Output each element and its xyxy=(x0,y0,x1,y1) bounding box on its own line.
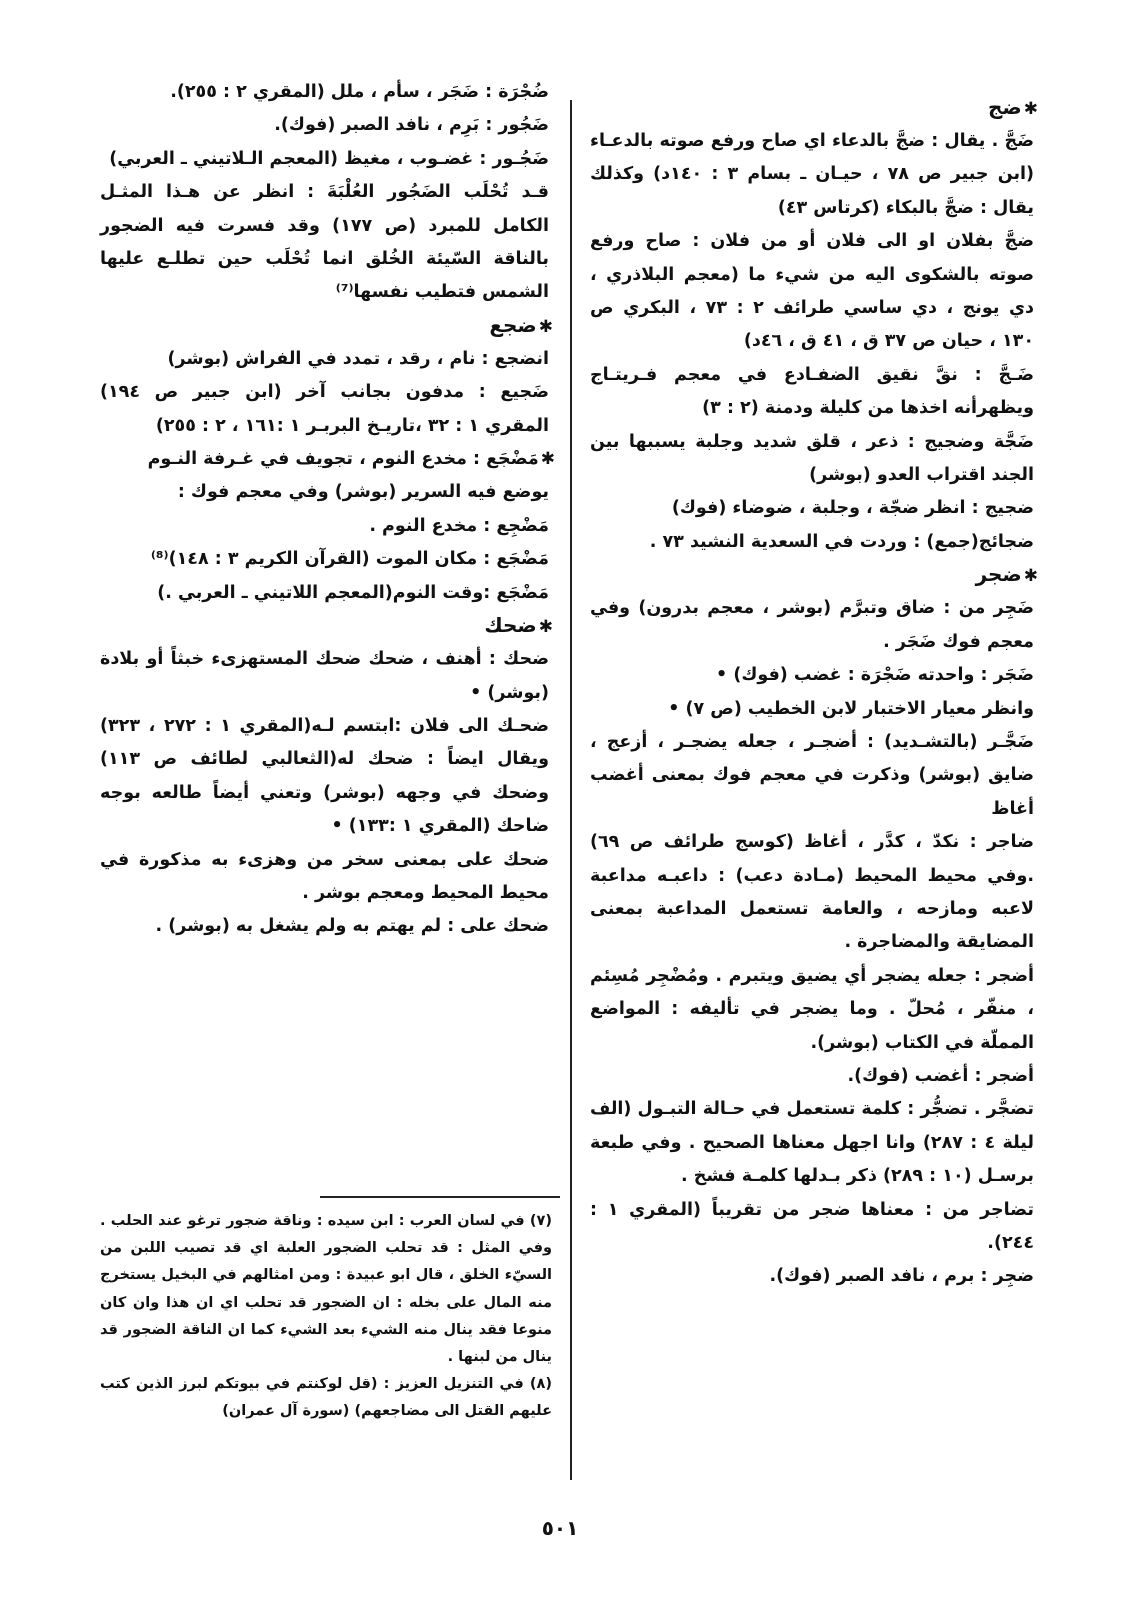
entry-paragraph: مَضْجِع : مخدع النوم . xyxy=(369,515,549,536)
heading-dahika: ✱ضحك xyxy=(484,613,553,638)
entry-paragraph: ضجائج(جمع) : وردت في السعدية النشيد ٧٣ . xyxy=(649,531,1034,552)
entry-paragraph: أضجر : أغضب (فوك). xyxy=(847,1065,1034,1086)
left-column xyxy=(100,76,555,944)
footnotes xyxy=(100,1208,552,1426)
entry-paragraph: ضَجَّة وضجيج : ذعر ، قلق شديد وجلبة يسببها بين الجند اقتراب العدو (بوشر) xyxy=(590,431,1034,486)
entry-paragraph: ضحـك الى فلان :ابتسم لـه(المقري ١ : ٢٧٢ ، ٣٢٣) ويقال ايضاً : ضحك له(الثعالبي لطائف ص ١١٣) وضحك في وجهه (بوشر) وتعني أيضاً طالعه بوجه ضاحك (المقري ١ :١٣٣) • xyxy=(100,715,549,837)
entry-paragraph: يوضع فيه السرير (بوشر) وفي معجم فوك : xyxy=(177,482,549,503)
entry-paragraph: وانظر معيار الاختبار لابن الخطيب (ص ٧) • xyxy=(668,698,1034,719)
heading-dajja: ✱ضج xyxy=(988,95,1038,119)
entry-paragraph: ضحك : أهنف ، ضحك ضحك المستهزىء خبثاً أو بلادة (بوشر) • xyxy=(100,649,549,703)
column-divider xyxy=(570,100,572,1480)
entry-paragraph: ضَجُـور : غضـوب ، مغيظ (المعجم الـلاتيني ـ العربي) xyxy=(109,148,549,169)
entry-paragraph: تضاجر من : معناها ضجر من تقريباً (المقري ١ : ٢٤٤). xyxy=(590,1199,1034,1253)
footnote-label: (٧) xyxy=(529,1213,552,1229)
footnote-text: في لسان العرب : ابن سيده : وناقة ضجور ترغو عند الحلب . وفي المثل : قد تحلب الضجور العلبة اي قد تصيب اللبن من السيّء الخلق ، قال ابو عبيدة : ومن امثالهم في البخيل يستخرج منه المال على بخله : ان الضجور قد تحلب اي ان هذا وان كان منوعا فقد ينال منه الشيء بعد الشيء كما ان الناقة الضجور قد ينال من لبنها . xyxy=(100,1213,552,1366)
entry-paragraph: ضجيج : انظر ضجّة ، وجلبة ، ضوضاء (فوك) xyxy=(671,498,1034,519)
entry-paragraph: ضَـجَّ : نقَّ نقيق الضفـادع في معجم فـريتـاج ويظهرأنه اخذها من كليلة ودمنة (٢ : ٣) xyxy=(590,364,1034,419)
entry-paragraph: ضجَّ بفلان او الى فلان أو من فلان : صاح ورفع صوته بالشكوى اليه من شيء ما (معجم البلاذري ، دي يونج ، دي ساسي طرائف ٢ : ٧٣ ، البكري ص ١٣٠ ، حيان ص ٣٧ ق ، ٤١ ق ، ٤٦د) xyxy=(590,231,1034,352)
right-column xyxy=(590,92,1040,1294)
page-number: ٥٠١ xyxy=(541,1516,579,1540)
entry-paragraph: ضاجر : نكدّ ، كدَّر ، أغاظ (كوسج طرائف ص ٦٩) .وفي محيط المحيط (مـادة دعب) : داعبـه مداعبة لاعبه ومازحه ، والعامة تستعمل المداعبة بمعنى المضايقة والمضاجرة . xyxy=(590,832,1034,953)
entry-paragraph: ضَجِر من : ضاق وتبرَّم (بوشر ، معجم بدرون) وفي معجم فوك ضَجَر . xyxy=(590,598,1034,652)
heading-dajir: ✱ضجر xyxy=(975,562,1038,587)
entry-paragraph: ضحك على : لم يهتم به ولم يشغل به (بوشر) . xyxy=(155,916,549,937)
entry-paragraph: تضجَّر . تضجُّر : كلمة تستعمل في حـالة التبـول (الف ليلة ٤ : ٢٨٧) وانا اجهل معناها الصحيح . وفي طبعة برسـل (١٠ : ٢٨٩) ذكر بـدلها كلمـة فشخ . xyxy=(590,1099,1034,1187)
footnote-rule xyxy=(320,1196,560,1198)
heading-dajaa: ✱ضجع xyxy=(489,312,553,337)
entry-paragraph: ضُجْرَة : ضَجَر ، سأم ، ملل (المقري ٢ : ٢٥٥). xyxy=(170,82,549,102)
footnote-text: في التنزيل العزيز : (قل لوكنتم في بيوتكم لبرز الذين كتب عليهم القتل الى مضاجعهم) (سورة آل عمران) xyxy=(100,1376,552,1420)
entry-paragraph: ضجِر : برم ، نافد الصبر (فوك). xyxy=(769,1266,1034,1287)
entry-paragraph: ضَجَّ . يقال : ضجَّ بالدعاء اي صاح ورفع صوته بالدعـاء (ابن جبير ص ٧٨ ، حيـان ـ بسام ٣ : ١٤٠د) وكذلك يقال : ضجَّ بالبكاء (كرتاس ٤٣) xyxy=(590,131,1035,218)
entry-paragraph: ضَجَر : واحدته ضَجْرَة : غضب (فوك) • xyxy=(716,665,1034,686)
entry-madjaa-heading: ✱مَضْجَع : مخدع النوم ، تجويف في غـرفة النـوم xyxy=(147,449,555,470)
footnote-8 xyxy=(100,1371,552,1425)
entry-paragraph: أضجر : جعله يضجر أي يضيق ويتبرم . ومُضْجِر مُسِئم ، منفّر ، مُحلّ . وما يضجر في تأليفه : المواضع المملّة في الكتاب (بوشر). xyxy=(590,965,1034,1053)
entry-paragraph: مَضْجَع : مكان الموت (القرآن الكريم ٣ : ١٤٨)⁽⁸⁾ xyxy=(150,549,549,570)
entry-paragraph: ضَجُور : بَرِم ، نافد الصبر (فوك). xyxy=(274,115,549,136)
entry-paragraph: انضجع : نام ، رقد ، تمدد في الفراش (بوشر) xyxy=(167,348,549,369)
entry-paragraph: ضحك على بمعنى سخر من وهزىء به مذكورة في محيط المحيط ومعجم بوشر . xyxy=(100,849,549,903)
footnote-label: (٨) xyxy=(529,1376,552,1393)
footnote-7 xyxy=(100,1208,552,1371)
entry-paragraph: قـد تُحْلَب الضَجُور العُلْبَةَ : انظر عن هـذا المثـل الكامل للمبرد (ص ١٧٧) وقد فسرت فيه الضجور بالناقة السّيئة الخُلق انما تُحْلَب حين تطلـع عليها الشمس فتطيب نفسها⁽⁷⁾ xyxy=(100,182,549,303)
entry-paragraph: ضَجَّـر (بالتشـديد) : أضجـر ، جعله يضجـر ، أزعج ، ضايق (بوشر) وذكرت في معجم فوك بمعنى أغضب أغاظ xyxy=(590,731,1034,819)
entry-paragraph: مَضْجَع :وقت النوم(المعجم اللاتيني ـ العربي .) xyxy=(157,582,549,603)
entry-paragraph: ضَجيع : مدفون بجانب آخر (ابن جبير ص ١٩٤) المقري ١ : ٣٢ ،تاريـخ البربـر ١ :١٦١ ، ٢ : ٢٥٥) xyxy=(100,382,549,436)
